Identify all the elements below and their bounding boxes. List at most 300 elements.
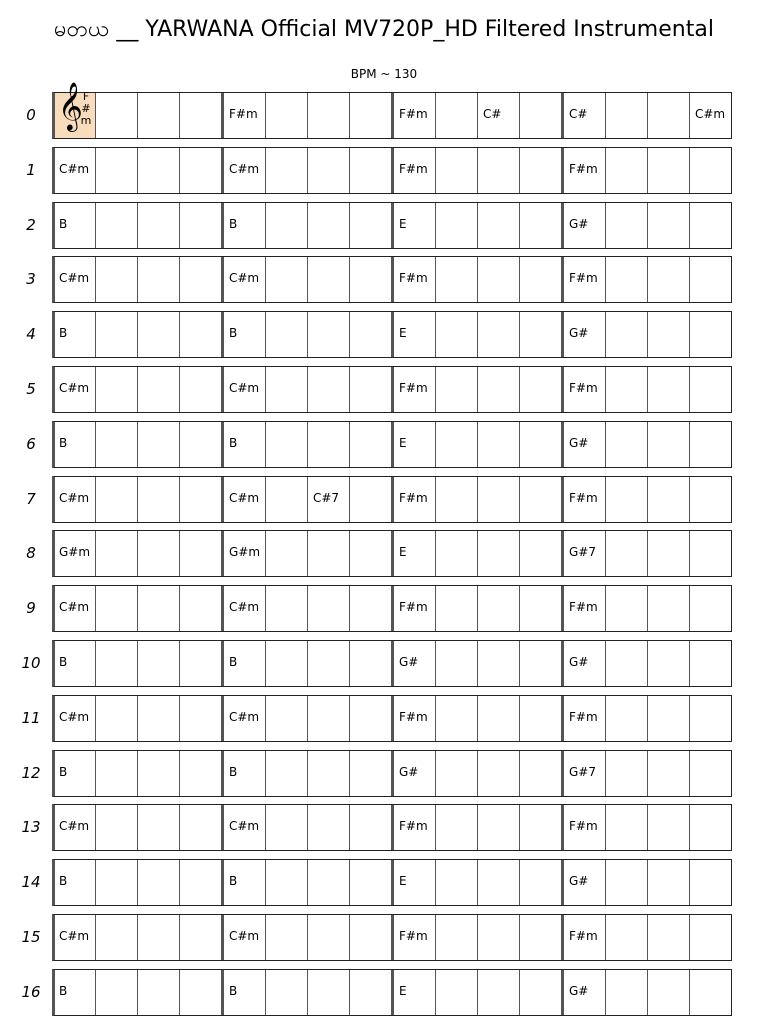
chord-cell[interactable] — [478, 641, 520, 686]
chord-cell[interactable] — [606, 970, 648, 1015]
chord-cell[interactable] — [266, 531, 308, 576]
chord-cell[interactable]: G#7 — [562, 531, 606, 576]
chord-cell[interactable] — [180, 422, 222, 467]
chord-cell[interactable] — [648, 477, 690, 522]
chord-cell[interactable] — [690, 257, 731, 302]
chord-cell[interactable]: B — [222, 970, 266, 1015]
chord-cell[interactable] — [350, 751, 392, 796]
chord-cell[interactable] — [436, 203, 478, 248]
chord-cell[interactable] — [180, 586, 222, 631]
chord-cell[interactable] — [648, 148, 690, 193]
chord-cell[interactable]: E — [392, 312, 436, 357]
chord-cell[interactable] — [96, 422, 138, 467]
chord-cell[interactable]: F#m — [392, 148, 436, 193]
chord-cell[interactable] — [520, 477, 562, 522]
chord-cell[interactable] — [138, 422, 180, 467]
chord-cell[interactable] — [436, 696, 478, 741]
chord-cell[interactable]: C#m — [222, 257, 266, 302]
chord-cell[interactable] — [96, 751, 138, 796]
chord-cell[interactable] — [138, 257, 180, 302]
chord-cell[interactable] — [606, 367, 648, 412]
chord-cell[interactable] — [350, 422, 392, 467]
chord-cell[interactable]: G# — [562, 422, 606, 467]
chord-cell[interactable] — [266, 422, 308, 467]
chord-cell[interactable]: G# — [562, 641, 606, 686]
chord-cell[interactable]: B — [222, 312, 266, 357]
chord-cell[interactable] — [308, 312, 350, 357]
chord-cell[interactable]: B — [55, 970, 96, 1015]
chord-cell[interactable] — [308, 805, 350, 850]
chord-cell[interactable] — [648, 696, 690, 741]
chord-cell[interactable]: C#m — [55, 367, 96, 412]
key-label-char: m — [80, 114, 92, 127]
chord-cell[interactable]: C#m — [55, 586, 96, 631]
chord-cell[interactable] — [648, 970, 690, 1015]
chord-cell[interactable]: C#m — [55, 477, 96, 522]
chord-cell[interactable]: F#m — [562, 148, 606, 193]
chord-cell[interactable] — [180, 367, 222, 412]
chord-cell[interactable] — [478, 312, 520, 357]
chord-cell[interactable] — [266, 586, 308, 631]
chord-cell[interactable] — [690, 641, 731, 686]
row-number: 9 — [26, 599, 36, 618]
chord-cell[interactable] — [180, 148, 222, 193]
chord-cell[interactable] — [350, 805, 392, 850]
chord-cell[interactable] — [308, 751, 350, 796]
chord-cell[interactable]: C#m — [55, 257, 96, 302]
chord-cell[interactable] — [606, 805, 648, 850]
chord-cell[interactable] — [690, 751, 731, 796]
chord-cell[interactable] — [478, 860, 520, 905]
chord-cell[interactable] — [180, 312, 222, 357]
chord-cell[interactable] — [350, 367, 392, 412]
chord-cell[interactable] — [308, 93, 350, 138]
chord-cell[interactable]: B — [222, 641, 266, 686]
chord-cell[interactable] — [96, 586, 138, 631]
chord-cell[interactable] — [308, 696, 350, 741]
chord-cell[interactable] — [350, 312, 392, 357]
chord-cell[interactable] — [690, 203, 731, 248]
chord-cell[interactable] — [96, 257, 138, 302]
chord-cell[interactable] — [520, 93, 562, 138]
row-number: 0 — [26, 106, 36, 124]
grid-row — [52, 859, 732, 906]
chord-cell[interactable] — [308, 148, 350, 193]
chord-cell[interactable] — [138, 312, 180, 357]
chord-cell[interactable] — [690, 915, 731, 960]
chord-cell[interactable]: E — [392, 970, 436, 1015]
chord-cell[interactable] — [55, 81, 96, 138]
chord-cell[interactable]: F#m — [562, 696, 606, 741]
chord-cell[interactable] — [520, 367, 562, 412]
chord-cell[interactable]: B — [222, 860, 266, 905]
chord-cell[interactable]: F#m — [392, 257, 436, 302]
chord-cell[interactable] — [690, 860, 731, 905]
grid-row — [52, 914, 732, 961]
chord-cell[interactable]: G# — [562, 312, 606, 357]
chord-cell[interactable] — [308, 367, 350, 412]
chord-cell[interactable] — [266, 367, 308, 412]
chord-cell[interactable] — [478, 367, 520, 412]
chord-cell[interactable] — [180, 970, 222, 1015]
chord-cell[interactable] — [308, 860, 350, 905]
chord-cell[interactable] — [648, 751, 690, 796]
chord-cell[interactable]: C#m — [222, 477, 266, 522]
chord-cell[interactable] — [606, 531, 648, 576]
chord-cell[interactable] — [520, 970, 562, 1015]
chord-cell[interactable] — [350, 257, 392, 302]
grid-row — [52, 81, 732, 139]
row-number: 12 — [21, 763, 41, 782]
chord-cell[interactable] — [478, 531, 520, 576]
chord-cell[interactable]: C#m — [222, 696, 266, 741]
chord-cell[interactable] — [606, 641, 648, 686]
chord-cell[interactable] — [606, 203, 648, 248]
chord-cell[interactable] — [520, 257, 562, 302]
chord-cell[interactable] — [96, 203, 138, 248]
chord-cell[interactable] — [266, 93, 308, 138]
chord-cell[interactable]: G#m — [55, 531, 96, 576]
chord-cell[interactable] — [520, 696, 562, 741]
chord-cell[interactable] — [520, 422, 562, 467]
chord-cell[interactable] — [478, 203, 520, 248]
chord-cell[interactable]: G#7 — [562, 751, 606, 796]
chord-cell[interactable] — [436, 367, 478, 412]
chord-cell[interactable] — [96, 93, 138, 138]
chord-cell[interactable] — [138, 915, 180, 960]
chord-cell[interactable] — [690, 531, 731, 576]
chord-cell[interactable] — [520, 860, 562, 905]
chord-cell[interactable] — [180, 751, 222, 796]
chord-cell[interactable]: G# — [562, 203, 606, 248]
chord-cell[interactable] — [308, 915, 350, 960]
chord-cell[interactable] — [138, 93, 180, 138]
chord-cell[interactable] — [180, 203, 222, 248]
chord-cell[interactable]: F#m — [562, 915, 606, 960]
chord-cell[interactable]: E — [392, 860, 436, 905]
chord-cell[interactable] — [436, 805, 478, 850]
chord-cell[interactable]: C#m — [222, 586, 266, 631]
key-label-char: # — [81, 102, 91, 115]
chord-cell[interactable] — [478, 915, 520, 960]
chord-cell[interactable]: F#m — [222, 93, 266, 138]
chord-cell[interactable] — [96, 860, 138, 905]
chord-cell[interactable] — [520, 641, 562, 686]
chord-cell[interactable] — [606, 422, 648, 467]
chord-cell[interactable]: C#m — [222, 367, 266, 412]
chord-cell[interactable]: C#m — [222, 915, 266, 960]
chord-cell[interactable] — [266, 641, 308, 686]
grid-row — [52, 585, 732, 632]
chord-cell[interactable] — [350, 970, 392, 1015]
chord-cell[interactable] — [350, 641, 392, 686]
chord-cell[interactable]: E — [392, 203, 436, 248]
chord-cell[interactable]: B — [55, 312, 96, 357]
chord-cell[interactable] — [138, 696, 180, 741]
chord-cell[interactable] — [690, 312, 731, 357]
chord-cell[interactable] — [180, 531, 222, 576]
chord-cell[interactable] — [266, 257, 308, 302]
chord-cell[interactable] — [606, 860, 648, 905]
chord-cell[interactable] — [436, 860, 478, 905]
chord-cell[interactable] — [266, 805, 308, 850]
row-number: 10 — [21, 654, 41, 672]
chord-cell[interactable] — [138, 860, 180, 905]
chord-cell[interactable]: F#m — [392, 93, 436, 138]
chord-cell[interactable] — [308, 203, 350, 248]
chord-cell[interactable] — [478, 422, 520, 467]
chord-cell[interactable]: G# — [392, 751, 436, 796]
chord-cell[interactable]: C#m — [222, 805, 266, 850]
chord-cell[interactable] — [478, 257, 520, 302]
chord-cell[interactable] — [520, 148, 562, 193]
chord-cell[interactable] — [96, 805, 138, 850]
chord-cell[interactable] — [606, 148, 648, 193]
chord-cell[interactable] — [138, 367, 180, 412]
chord-cell[interactable] — [648, 422, 690, 467]
chord-cell[interactable] — [478, 477, 520, 522]
chord-cell[interactable] — [138, 531, 180, 576]
row-number: 1 — [26, 160, 36, 179]
grid-row — [52, 695, 732, 742]
chord-cell[interactable]: C#m — [55, 148, 96, 193]
chord-cell[interactable] — [350, 531, 392, 576]
chord-cell[interactable]: B — [55, 203, 96, 248]
chord-cell[interactable]: B — [222, 422, 266, 467]
chord-cell[interactable]: F#m — [392, 696, 436, 741]
chord-cell[interactable] — [690, 805, 731, 850]
chord-cell[interactable] — [436, 477, 478, 522]
chord-cell[interactable]: E — [392, 531, 436, 576]
chord-cell[interactable]: B — [222, 203, 266, 248]
chord-cell[interactable] — [436, 93, 478, 138]
chord-cell[interactable] — [180, 477, 222, 522]
row-number: 2 — [26, 215, 36, 234]
chord-cell[interactable] — [96, 970, 138, 1015]
chord-cell[interactable]: C#m — [55, 805, 96, 850]
chord-cell[interactable] — [266, 696, 308, 741]
chord-cell[interactable]: F#m — [562, 367, 606, 412]
chord-cell[interactable]: B — [222, 751, 266, 796]
chord-cell[interactable] — [436, 970, 478, 1015]
grid-row — [52, 202, 732, 249]
chord-cell[interactable] — [436, 586, 478, 631]
chord-cell[interactable] — [266, 751, 308, 796]
chord-cell[interactable] — [436, 915, 478, 960]
chord-cell[interactable] — [138, 586, 180, 631]
grid-row — [52, 750, 732, 797]
chord-cell[interactable] — [138, 203, 180, 248]
chord-cell[interactable]: F#m — [562, 805, 606, 850]
chord-cell[interactable] — [436, 257, 478, 302]
chord-cell[interactable] — [690, 422, 731, 467]
chord-cell[interactable] — [690, 696, 731, 741]
chord-cell[interactable] — [96, 477, 138, 522]
chord-cell[interactable] — [96, 312, 138, 357]
chord-cell[interactable]: C#m — [55, 915, 96, 960]
chord-cell[interactable] — [648, 531, 690, 576]
chord-cell[interactable] — [436, 148, 478, 193]
chord-cell[interactable]: F#m — [562, 477, 606, 522]
chord-cell[interactable]: E — [392, 422, 436, 467]
chord-cell[interactable] — [648, 641, 690, 686]
chord-cell[interactable] — [96, 915, 138, 960]
chord-cell[interactable]: G# — [562, 860, 606, 905]
chord-cell[interactable] — [350, 477, 392, 522]
chord-cell[interactable] — [436, 531, 478, 576]
chord-cell[interactable] — [606, 915, 648, 960]
chord-cell[interactable]: B — [55, 422, 96, 467]
chord-cell[interactable] — [266, 477, 308, 522]
chord-cell[interactable]: G#m — [222, 531, 266, 576]
chord-cell[interactable] — [266, 860, 308, 905]
chord-cell[interactable] — [138, 641, 180, 686]
chord-cell[interactable] — [96, 531, 138, 576]
chord-cell[interactable] — [180, 257, 222, 302]
chord-cell[interactable] — [690, 148, 731, 193]
chord-cell[interactable] — [436, 641, 478, 686]
chord-cell[interactable] — [138, 477, 180, 522]
chord-cell[interactable]: B — [55, 751, 96, 796]
chord-cell[interactable] — [308, 531, 350, 576]
chord-cell[interactable] — [478, 586, 520, 631]
chord-cell[interactable]: C#7 — [308, 477, 350, 522]
chord-cell[interactable] — [350, 93, 392, 138]
chord-cell[interactable] — [266, 148, 308, 193]
chord-cell[interactable] — [690, 586, 731, 631]
chord-cell[interactable] — [520, 805, 562, 850]
chord-cell[interactable] — [180, 93, 222, 138]
chord-cell[interactable] — [520, 312, 562, 357]
chord-cell[interactable] — [648, 586, 690, 631]
chord-cell[interactable] — [690, 477, 731, 522]
chord-cell[interactable] — [138, 148, 180, 193]
chord-cell[interactable] — [308, 257, 350, 302]
chord-cell[interactable] — [520, 915, 562, 960]
chord-cell[interactable] — [138, 970, 180, 1015]
chord-cell[interactable] — [436, 422, 478, 467]
row-number: 6 — [26, 434, 36, 453]
chord-cell[interactable]: B — [55, 860, 96, 905]
chord-cell[interactable] — [436, 312, 478, 357]
grid-row — [52, 969, 732, 1016]
chord-cell[interactable] — [520, 203, 562, 248]
chord-cell[interactable] — [266, 915, 308, 960]
chord-cell[interactable]: C# — [478, 93, 520, 138]
chord-cell[interactable] — [648, 312, 690, 357]
chord-cell[interactable] — [266, 312, 308, 357]
chord-cell[interactable] — [520, 531, 562, 576]
chord-cell[interactable] — [180, 696, 222, 741]
chord-cell[interactable] — [308, 970, 350, 1015]
chord-cell[interactable] — [520, 586, 562, 631]
chord-cell[interactable]: F#m — [392, 586, 436, 631]
chord-cell[interactable]: B — [55, 641, 96, 686]
chord-cell[interactable] — [648, 367, 690, 412]
chord-cell[interactable] — [436, 751, 478, 796]
chord-cell[interactable] — [180, 641, 222, 686]
chord-cell[interactable] — [606, 696, 648, 741]
chord-cell[interactable] — [308, 641, 350, 686]
chord-cell[interactable] — [606, 257, 648, 302]
chord-cell[interactable]: G# — [392, 641, 436, 686]
chord-cell[interactable] — [648, 805, 690, 850]
chord-cell[interactable]: F#m — [392, 915, 436, 960]
chord-cell[interactable] — [606, 751, 648, 796]
chord-cell[interactable] — [308, 586, 350, 631]
chord-cell[interactable] — [648, 860, 690, 905]
chord-cell[interactable] — [350, 148, 392, 193]
chord-cell[interactable] — [266, 203, 308, 248]
chord-cell[interactable] — [606, 477, 648, 522]
chord-cell[interactable]: C#m — [55, 696, 96, 741]
chord-cell[interactable] — [606, 93, 648, 138]
grid-row — [52, 256, 732, 303]
chord-cell[interactable] — [138, 805, 180, 850]
grid-row — [52, 311, 732, 358]
chord-cell[interactable] — [478, 970, 520, 1015]
row-number: 3 — [26, 270, 36, 289]
chord-cell[interactable] — [690, 367, 731, 412]
chord-cell[interactable] — [350, 203, 392, 248]
grid-row — [52, 640, 732, 687]
chord-cell[interactable] — [606, 586, 648, 631]
chord-cell[interactable] — [606, 312, 648, 357]
chord-cell[interactable]: F#m — [392, 805, 436, 850]
chord-cell[interactable]: C#m — [222, 148, 266, 193]
chord-cell[interactable] — [180, 805, 222, 850]
chord-cell[interactable] — [350, 586, 392, 631]
chord-cell[interactable] — [648, 203, 690, 248]
key-label-char: F — [82, 90, 90, 103]
chord-cell[interactable] — [648, 915, 690, 960]
chord-cell[interactable] — [96, 367, 138, 412]
chord-cell[interactable] — [96, 696, 138, 741]
chord-cell[interactable] — [478, 696, 520, 741]
chord-cell[interactable] — [180, 860, 222, 905]
chord-cell[interactable] — [96, 148, 138, 193]
chord-cell[interactable] — [350, 860, 392, 905]
chord-cell[interactable] — [520, 751, 562, 796]
chord-cell[interactable]: F#m — [562, 257, 606, 302]
chord-cell[interactable] — [266, 970, 308, 1015]
chord-cell[interactable] — [308, 422, 350, 467]
row-number: 13 — [21, 818, 41, 837]
grid-row — [52, 366, 732, 413]
chord-cell[interactable] — [478, 751, 520, 796]
chord-cell[interactable] — [350, 915, 392, 960]
grid-row — [52, 147, 732, 194]
chord-cell[interactable]: C# — [562, 93, 606, 138]
treble-clef-icon: 𝄞 — [58, 81, 83, 130]
chord-cell[interactable] — [648, 93, 690, 138]
chord-cell[interactable] — [138, 751, 180, 796]
chord-cell[interactable]: F#m — [392, 367, 436, 412]
chord-cell[interactable] — [180, 915, 222, 960]
chord-cell[interactable] — [96, 641, 138, 686]
chord-cell[interactable] — [478, 148, 520, 193]
bpm-label: BPM ~ 130 — [350, 67, 418, 81]
chord-cell[interactable]: C#m — [695, 107, 726, 121]
chord-cell[interactable] — [690, 970, 731, 1015]
row-number: 16 — [21, 982, 41, 1001]
chord-cell[interactable] — [350, 696, 392, 741]
chord-cell[interactable] — [648, 257, 690, 302]
chord-cell[interactable]: F#m — [392, 477, 436, 522]
chord-cell[interactable]: F#m — [562, 586, 606, 631]
chord-cell[interactable]: G# — [562, 970, 606, 1015]
chord-cell[interactable] — [478, 805, 520, 850]
